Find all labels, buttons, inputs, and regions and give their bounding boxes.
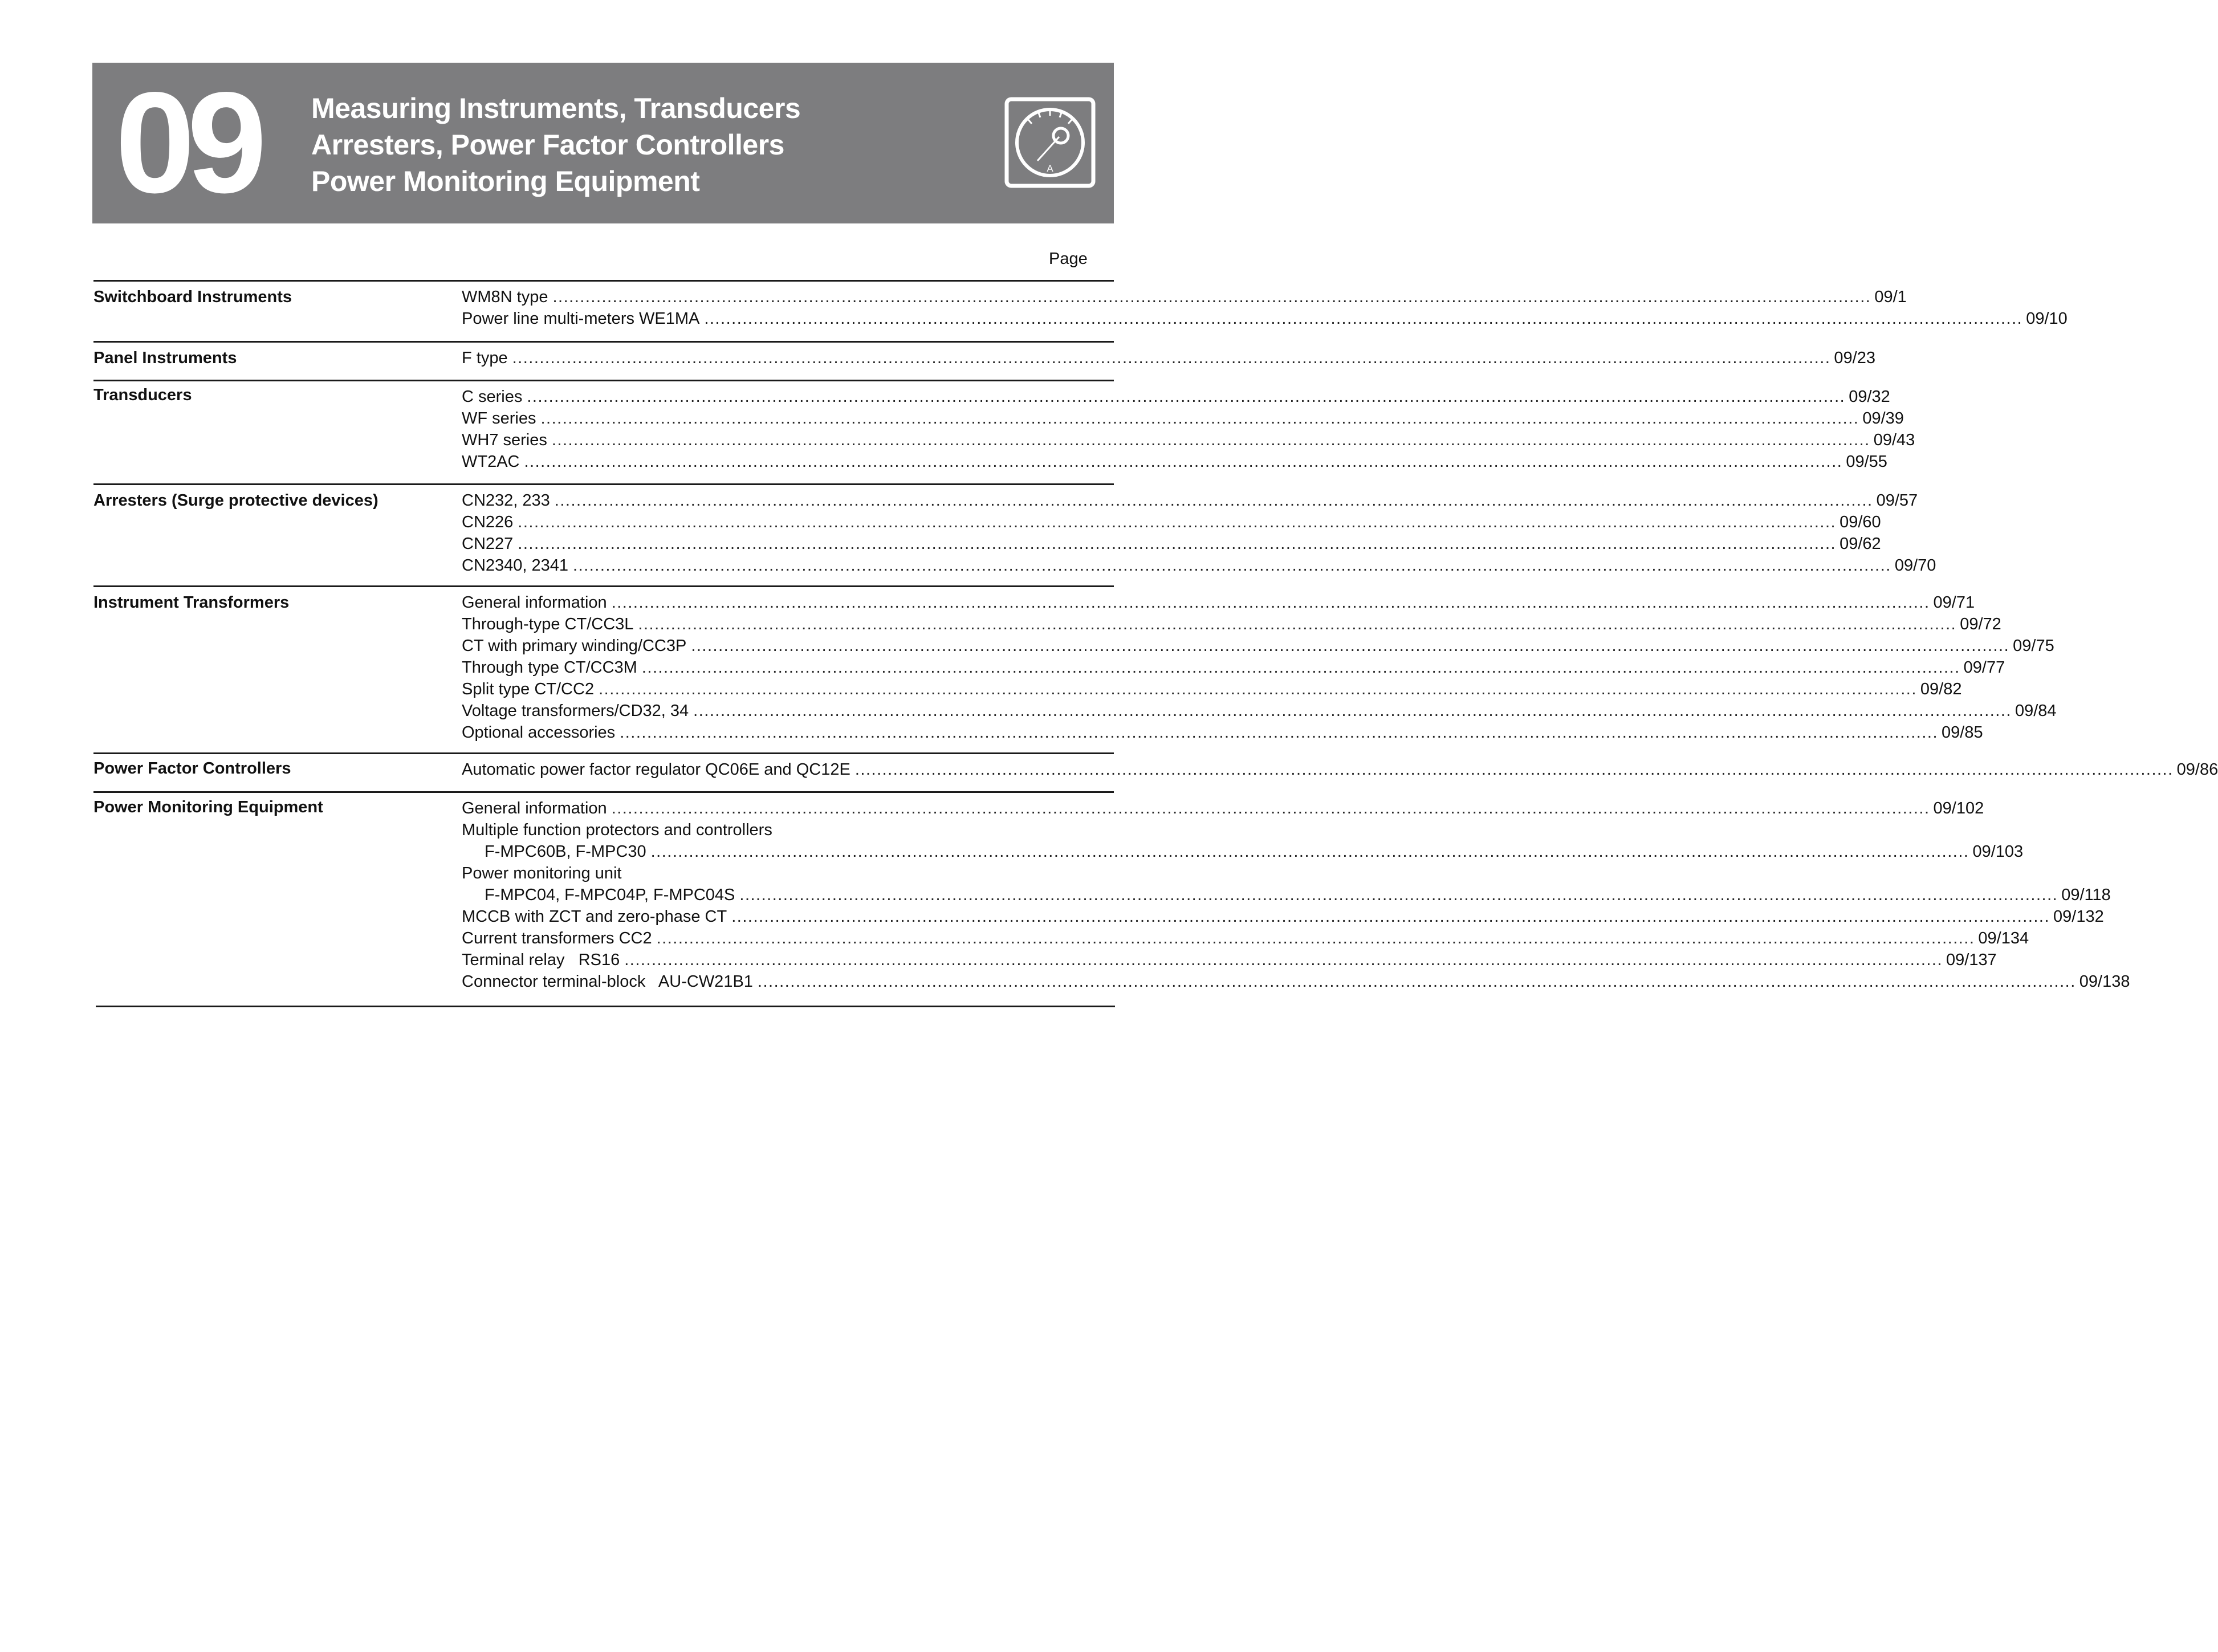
section-title-panel-instruments: Panel Instruments bbox=[93, 349, 237, 367]
section-divider bbox=[93, 752, 1114, 754]
toc-leader: .................................................................................................................................................................................................................................................. bbox=[518, 535, 1837, 553]
section-title-transducers: Transducers bbox=[93, 386, 192, 404]
toc-leader: .................................................................................................................................................................................................................................................. bbox=[611, 593, 1930, 612]
toc-leader: .................................................................................................................................................................................................................................................. bbox=[757, 973, 2076, 991]
toc-page-number: 09/10 bbox=[2026, 310, 2068, 328]
toc-leader: .................................................................................................................................................................................................................................................. bbox=[641, 658, 1960, 677]
toc-leader: .................................................................................................................................................................................................................................................. bbox=[599, 680, 1917, 698]
section-divider bbox=[93, 341, 1114, 343]
section-divider bbox=[93, 483, 1114, 485]
toc-page-number: 09/134 bbox=[1978, 929, 2029, 947]
toc-entry[interactable] bbox=[462, 593, 1975, 615]
toc-leader: .................................................................................................................................................................................................................................................. bbox=[691, 637, 2010, 655]
section-divider bbox=[93, 380, 1114, 381]
toc-page-number: 09/60 bbox=[1839, 513, 1881, 531]
chapter-number: 09 bbox=[115, 63, 259, 223]
toc-entry[interactable] bbox=[462, 929, 2029, 951]
toc-entry[interactable] bbox=[462, 513, 1881, 535]
toc-entry[interactable] bbox=[462, 535, 1881, 556]
section-title-power-monitoring-equipment: Power Monitoring Equipment bbox=[93, 798, 323, 816]
ammeter-gauge-label: A bbox=[1047, 163, 1053, 174]
toc-page-number: 09/23 bbox=[1834, 349, 1875, 367]
page-column-header: Page bbox=[1049, 250, 1088, 268]
toc-page-number: 09/138 bbox=[2079, 973, 2130, 991]
toc-entry-label: Current transformers CC2 bbox=[462, 929, 652, 947]
toc-leader: .................................................................................................................................................................................................................................................. bbox=[527, 388, 1846, 406]
toc-leader: .................................................................................................................................................................................................................................................. bbox=[512, 349, 1831, 367]
toc-leader: .................................................................................................................................................................................................................................................. bbox=[638, 615, 1957, 633]
toc-entry[interactable] bbox=[462, 556, 1936, 578]
section-title-arresters: Arresters (Surge protective devices) bbox=[93, 491, 379, 510]
toc-page-number: 09/132 bbox=[2053, 908, 2104, 926]
toc-entry-label: WM8N type bbox=[462, 288, 548, 306]
toc-leader: .................................................................................................................................................................................................................................................. bbox=[624, 951, 1943, 969]
toc-leader: .................................................................................................................................................................................................................................................. bbox=[551, 431, 1870, 449]
toc-page-number: 09/57 bbox=[1876, 491, 1918, 510]
toc-entry-label: CN232, 233 bbox=[462, 491, 550, 510]
toc-entry-label: CN226 bbox=[462, 513, 514, 531]
toc-entry-label: C series bbox=[462, 388, 523, 406]
toc-entry[interactable] bbox=[462, 760, 2218, 782]
toc-entry[interactable] bbox=[462, 799, 1984, 821]
toc-entry-label: F-MPC60B, F-MPC30 bbox=[485, 843, 646, 861]
chapter-title-line: Arresters, Power Factor Controllers bbox=[311, 129, 784, 161]
toc-page-number: 09/1 bbox=[1874, 288, 1907, 306]
toc-entry-label: General information bbox=[462, 799, 607, 817]
toc-page-number: 09/55 bbox=[1846, 453, 1887, 471]
toc-page-number: 09/75 bbox=[2013, 637, 2054, 655]
toc-entry-label: CN227 bbox=[462, 535, 514, 553]
toc-entry-label: Automatic power factor regulator QC06E and QC12E bbox=[462, 760, 850, 779]
section-divider bbox=[96, 1006, 1115, 1007]
toc-leader: .................................................................................................................................................................................................................................................. bbox=[518, 513, 1837, 531]
toc-leader: .................................................................................................................................................................................................................................................. bbox=[611, 799, 1930, 817]
toc-entry[interactable] bbox=[462, 702, 2057, 723]
toc-leader: .................................................................................................................................................................................................................................................. bbox=[650, 843, 1969, 861]
toc-entry-label: CT with primary winding/CC3P bbox=[462, 637, 687, 655]
toc-entry[interactable] bbox=[462, 453, 1887, 474]
toc-entry[interactable] bbox=[462, 431, 1915, 453]
toc-entry-label: Connector terminal-block AU-CW21B1 bbox=[462, 973, 753, 991]
toc-entry-label: MCCB with ZCT and zero-phase CT bbox=[462, 908, 727, 926]
section-divider bbox=[93, 280, 1114, 282]
toc-entry-label: F type bbox=[462, 349, 508, 367]
toc-entry[interactable] bbox=[462, 637, 2054, 658]
toc-entry[interactable] bbox=[462, 288, 1907, 310]
section-title-switchboard-instruments: Switchboard Instruments bbox=[93, 288, 292, 306]
toc-page-number: 09/39 bbox=[1862, 409, 1904, 428]
toc-page-number: 09/137 bbox=[1946, 951, 1997, 969]
toc-entry-label: Terminal relay RS16 bbox=[462, 951, 620, 969]
chapter-title-line: Measuring Instruments, Transducers bbox=[311, 92, 801, 124]
chapter-title-line: Power Monitoring Equipment bbox=[311, 165, 700, 197]
toc-entry-label: CN2340, 2341 bbox=[462, 556, 569, 575]
toc-page-number: 09/43 bbox=[1873, 431, 1915, 449]
toc-entry-label: Optional accessories bbox=[462, 723, 616, 742]
toc-page-number: 09/70 bbox=[1894, 556, 1936, 575]
toc-entry[interactable] bbox=[462, 310, 2068, 331]
toc-page-number: 09/72 bbox=[1960, 615, 2001, 633]
toc-entry-label: F-MPC04, F-MPC04P, F-MPC04S bbox=[485, 886, 735, 904]
toc-page-number: 09/84 bbox=[2014, 702, 2057, 720]
toc-entry[interactable] bbox=[462, 349, 1875, 371]
toc-entry-label: Power line multi-meters WE1MA bbox=[462, 310, 700, 328]
toc-leader: .................................................................................................................................................................................................................................................. bbox=[739, 886, 2058, 904]
toc-page-number: 09/86 bbox=[2176, 760, 2218, 779]
toc-entry[interactable] bbox=[462, 409, 1904, 431]
toc-entry-label: Through-type CT/CC3L bbox=[462, 615, 634, 633]
toc-page-number: 09/102 bbox=[1933, 799, 1984, 817]
toc-entry[interactable] bbox=[462, 388, 1890, 409]
section-title-instrument-transformers: Instrument Transformers bbox=[93, 593, 290, 612]
toc-page-number: 09/62 bbox=[1839, 535, 1881, 553]
toc-leader: .................................................................................................................................................................................................................................................. bbox=[854, 760, 2174, 779]
toc-page-number: 09/85 bbox=[1942, 723, 1983, 742]
toc-entry-label: WF series bbox=[462, 409, 536, 428]
chapter-title bbox=[311, 90, 800, 200]
toc-leader: .................................................................................................................................................................................................................................................. bbox=[656, 929, 1975, 947]
toc-page-number: 09/77 bbox=[1963, 658, 2005, 677]
section-title-power-factor-controllers: Power Factor Controllers bbox=[93, 759, 291, 778]
toc-entry[interactable] bbox=[462, 615, 2001, 637]
toc-entry[interactable] bbox=[462, 723, 1983, 745]
toc-entry-label: Voltage transformers/CD32, 34 bbox=[462, 702, 689, 720]
toc-leader: .................................................................................................................................................................................................................................................. bbox=[693, 702, 2012, 720]
toc-page-number: 09/32 bbox=[1849, 388, 1890, 406]
toc-page-number: 09/118 bbox=[2061, 886, 2111, 904]
toc-entry[interactable] bbox=[462, 951, 1997, 973]
toc-entry[interactable] bbox=[462, 973, 2130, 994]
toc-page-number: 09/71 bbox=[1933, 593, 1975, 612]
toc-entry[interactable] bbox=[462, 680, 1962, 702]
toc-page-number: 09/82 bbox=[1920, 680, 1962, 698]
section-divider bbox=[93, 585, 1114, 587]
toc-leader: .................................................................................................................................................................................................................................................. bbox=[554, 491, 1873, 510]
ammeter-gauge-icon bbox=[1004, 97, 1096, 188]
toc-entry[interactable] bbox=[462, 843, 2024, 864]
toc-entry[interactable] bbox=[462, 886, 2111, 908]
toc-entry[interactable] bbox=[462, 491, 1918, 513]
toc-group-label: Power monitoring unit bbox=[462, 864, 622, 882]
toc-leader: .................................................................................................................................................................................................................................................. bbox=[731, 908, 2050, 926]
toc-entry-label: Split type CT/CC2 bbox=[462, 680, 595, 698]
toc-entry[interactable] bbox=[462, 658, 2005, 680]
toc-leader: .................................................................................................................................................................................................................................................. bbox=[704, 310, 2023, 328]
toc-leader: .................................................................................................................................................................................................................................................. bbox=[620, 723, 1939, 742]
section-divider bbox=[93, 791, 1114, 793]
toc-page-number: 09/103 bbox=[1972, 843, 2024, 861]
toc-entry-label: WH7 series bbox=[462, 431, 547, 449]
toc-group-label: Multiple function protectors and controllers bbox=[462, 821, 772, 839]
toc-leader: .................................................................................................................................................................................................................................................. bbox=[573, 556, 1891, 575]
toc-entry[interactable] bbox=[462, 908, 2104, 929]
toc-entry-label: General information bbox=[462, 593, 607, 612]
chapter-header-banner bbox=[92, 63, 1114, 223]
toc-entry-label: WT2AC bbox=[462, 453, 520, 471]
toc-leader: .................................................................................................................................................................................................................................................. bbox=[552, 288, 1871, 306]
toc-entry-label: Through type CT/CC3M bbox=[462, 658, 637, 677]
toc-leader: .................................................................................................................................................................................................................................................. bbox=[524, 453, 1843, 471]
toc-leader: .................................................................................................................................................................................................................................................. bbox=[540, 409, 1859, 428]
